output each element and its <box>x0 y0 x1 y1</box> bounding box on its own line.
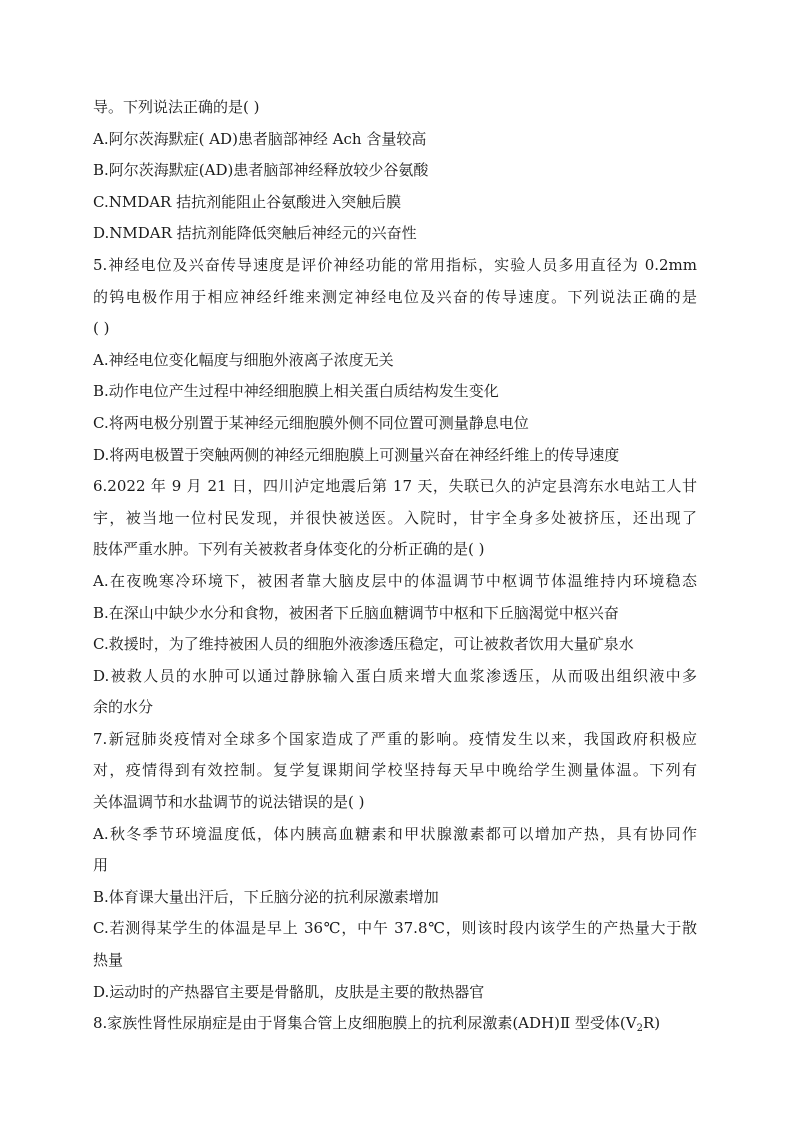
option-line: B.动作电位产生过程中神经细胞膜上相关蛋白质结构发生变化 <box>93 382 499 401</box>
question-5-stem: 5.神经电位及兴奋传导速度是评价神经功能的常用指标，实验人员多用直径为 0.2mm <box>93 255 697 274</box>
question-8-text: 8.家族性肾性尿崩症是由于肾集合管上皮细胞膜上的抗利尿激素(ADH)Ⅱ 型受体(V <box>93 1014 637 1033</box>
option-line: B.阿尔茨海默症(AD)患者脑部神经释放较少谷氨酸 <box>93 161 429 180</box>
option-line: D.运动时的产热器官主要是骨骼肌，皮肤是主要的散热器官 <box>93 982 485 1001</box>
option-line: B.体育课大量出汗后，下丘脑分泌的抗利尿激素增加 <box>93 887 439 906</box>
question-6-stem-cont: 宇，被当地一位村民发现，并很快被送医。入院时，甘宇全身多处被挤压，还出现了 <box>93 508 697 527</box>
option-line: C.若测得某学生的体温是早上 36℃，中午 37.8℃，则该时段内该学生的产热量大于散 <box>93 919 697 938</box>
option-line: D.将两电极置于突触两侧的神经元细胞膜上可测量兴奋在神经纤维上的传导速度 <box>93 445 620 464</box>
question-6-stem-end: 肢体严重水肿。下列有关被救者身体变化的分析正确的是( ) <box>93 540 485 559</box>
option-line: C.将两电极分别置于某神经元细胞膜外侧不同位置可测量静息电位 <box>93 413 529 432</box>
subscript: 2 <box>636 1023 643 1035</box>
question-7-stem: 7.新冠肺炎疫情对全球多个国家造成了严重的影响。疫情发生以来，我国政府积极应 <box>93 729 697 748</box>
option-line: D.被救人员的水肿可以通过静脉输入蛋白质来增大血浆渗透压，从而吸出组织液中多 <box>93 666 697 685</box>
option-line: B.在深山中缺少水分和食物，被困者下丘脑血糖调节中枢和下丘脑渴觉中枢兴奋 <box>93 603 619 622</box>
question-text <box>93 92 697 1040</box>
option-line: D.NMDAR 拮抗剂能降低突触后神经元的兴奋性 <box>93 224 417 243</box>
option-line-cont: 余的水分 <box>93 698 154 717</box>
question-8-stem <box>93 1008 697 1040</box>
option-line: A.神经电位变化幅度与细胞外液离子浓度无关 <box>93 350 394 369</box>
option-line: A.秋冬季节环境温度低，体内胰高血糖素和甲状腺激素都可以增加产热，具有协同作 <box>93 824 697 843</box>
option-line-cont: 用 <box>93 856 109 875</box>
answer-bracket: ( ) <box>93 319 110 338</box>
option-line: C.救援时，为了维持被困人员的细胞外液渗透压稳定，可让被救者饮用大量矿泉水 <box>93 635 634 654</box>
option-line: A.阿尔茨海默症( AD)患者脑部神经 Ach 含量较高 <box>93 129 427 148</box>
question-7-stem-end: 关体温调节和水盐调节的说法错误的是( ) <box>93 793 365 812</box>
question-5-stem-cont: 的钨电极作用于相应神经纤维来测定神经电位及兴奋的传导速度。下列说法正确的是 <box>93 287 697 306</box>
question-6-stem: 6.2022 年 9 月 21 日，四川泸定地震后第 17 天，失联已久的泸定县湾东水电站工人甘 <box>93 477 697 496</box>
question-7-stem-cont: 对，疫情得到有效控制。复学复课期间学校坚持每天早中晚给学生测量体温。下列有 <box>93 761 697 780</box>
option-line-cont: 热量 <box>93 951 124 970</box>
option-line: C.NMDAR 拮抗剂能阻止谷氨酸进入突触后膜 <box>93 192 402 211</box>
option-line: A.在夜晚寒冷环境下，被困者靠大脑皮层中的体温调节中枢调节体温维持内环境稳态 <box>93 571 697 590</box>
text-line: 导。下列说法正确的是( ) <box>93 98 260 116</box>
question-8-text-end: R) <box>642 1014 661 1033</box>
